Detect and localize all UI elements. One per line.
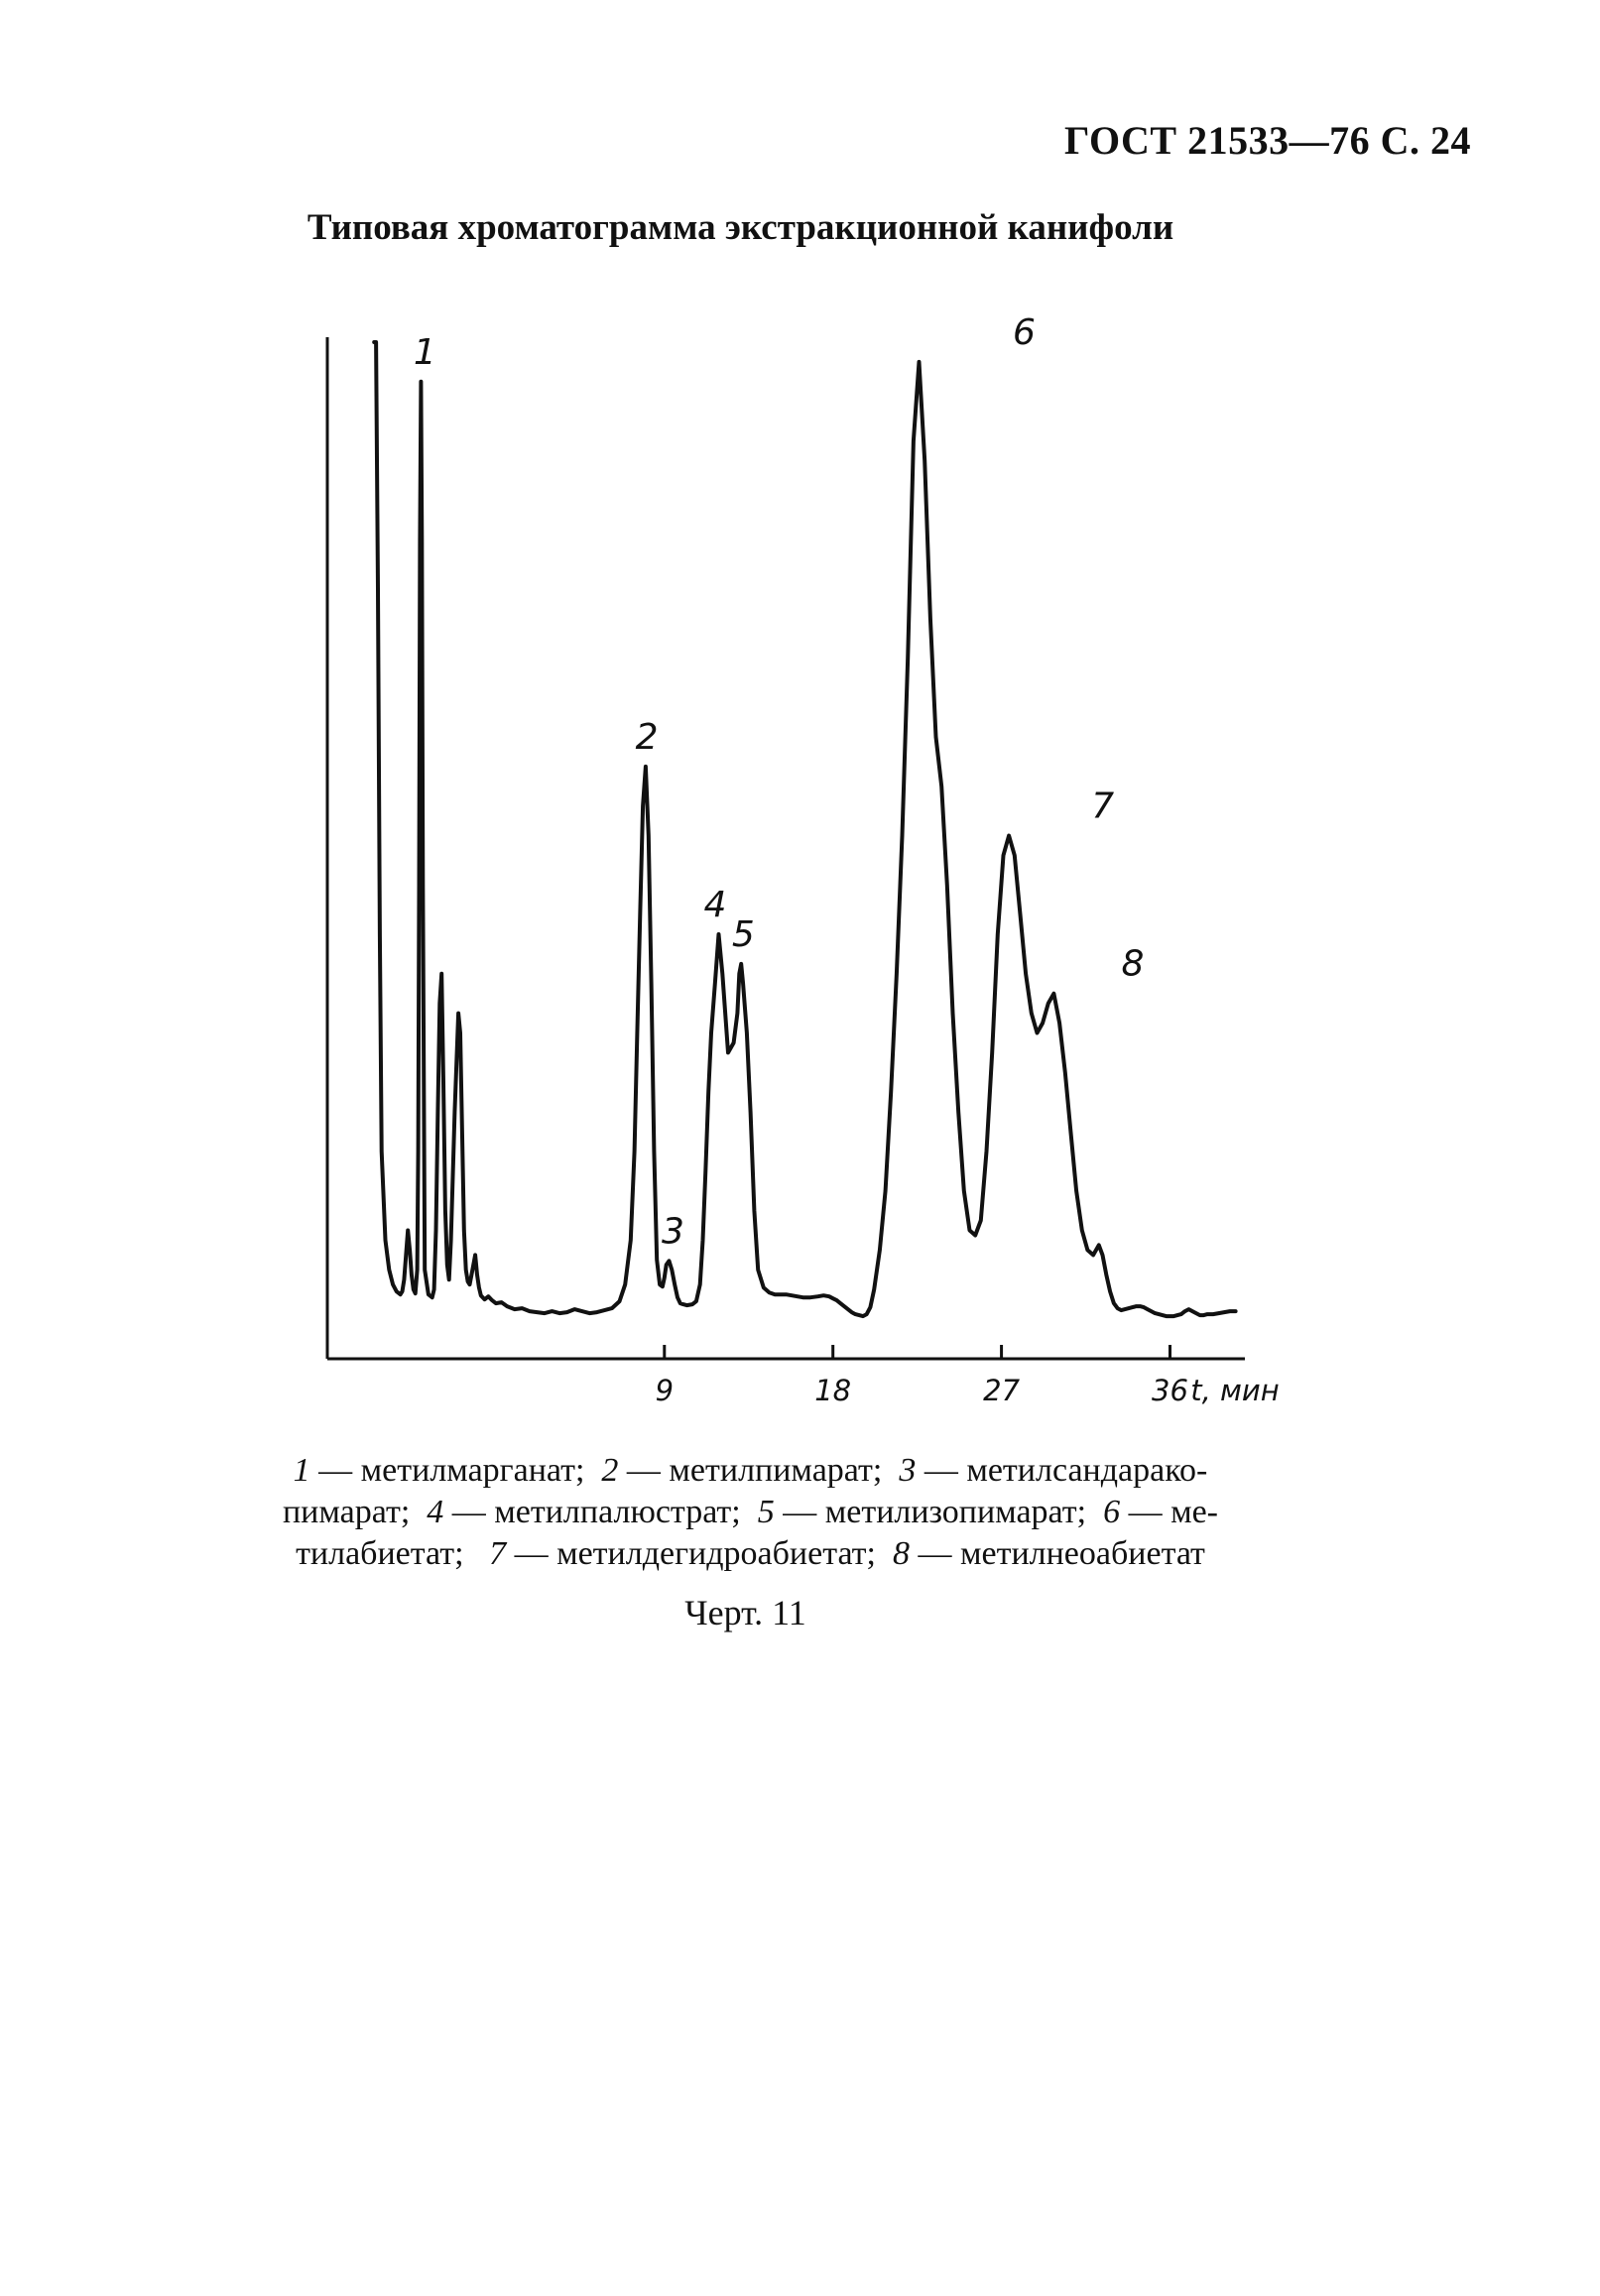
legend-number: 2 [601, 1452, 619, 1489]
legend-number: 3 [899, 1452, 917, 1489]
chart-legend [0, 1450, 1600, 1575]
page-header: ГОСТ 21533—76 С. 24 [1063, 118, 1471, 163]
x-tick-label: 18 [814, 1374, 852, 1407]
legend-text: — метилнеоабиетат [909, 1535, 1205, 1572]
legend-number: 7 [489, 1535, 507, 1572]
legend-text: — метилпалюстрат; [443, 1494, 758, 1530]
peak-label-4: 4 [703, 885, 727, 925]
legend-text: — метилдегидроабиетат; [506, 1535, 893, 1572]
legend-line-1 [0, 1450, 1501, 1492]
legend-text: — метилизопимарат; [774, 1494, 1104, 1530]
peak-label-6: 6 [1013, 311, 1036, 353]
legend-text: — метилмарганат; [309, 1452, 602, 1489]
chart-ticks [656, 1345, 1280, 1407]
peak-label-3: 3 [662, 1211, 684, 1253]
legend-number: 4 [427, 1494, 444, 1530]
peak-label-7: 7 [1091, 785, 1115, 827]
legend-text: пимарат; [282, 1494, 428, 1530]
chromatogram-trace-0 [374, 342, 1235, 1316]
x-tick-label: 9 [655, 1374, 675, 1407]
x-tick-label: 36 [1152, 1374, 1188, 1407]
chart-series [374, 342, 1235, 1316]
legend-text: тилабиетат; [296, 1535, 490, 1572]
legend-line-3 [0, 1533, 1501, 1575]
chart-title: Типовая хроматограмма экстракционной канифоли [307, 207, 1174, 248]
legend-line-2 [0, 1492, 1501, 1533]
legend-number: 5 [757, 1494, 775, 1530]
legend-text: — метилпимарат; [618, 1452, 900, 1489]
legend-text: — метилсандарако- [916, 1452, 1208, 1489]
x-tick-label: 27 [983, 1374, 1021, 1407]
legend-number: 8 [892, 1535, 910, 1572]
x-axis-label: t, мин [1190, 1374, 1280, 1407]
peak-label-1: 1 [413, 331, 436, 373]
legend-text: — ме- [1120, 1494, 1219, 1530]
peak-labels [414, 312, 1144, 1252]
peak-label-8: 8 [1121, 943, 1145, 985]
legend-number: 6 [1103, 1494, 1121, 1530]
legend-number: 1 [293, 1452, 310, 1489]
figure-caption: Черт. 11 [684, 1593, 806, 1632]
peak-label-2: 2 [635, 716, 659, 758]
peak-label-5: 5 [731, 913, 755, 955]
